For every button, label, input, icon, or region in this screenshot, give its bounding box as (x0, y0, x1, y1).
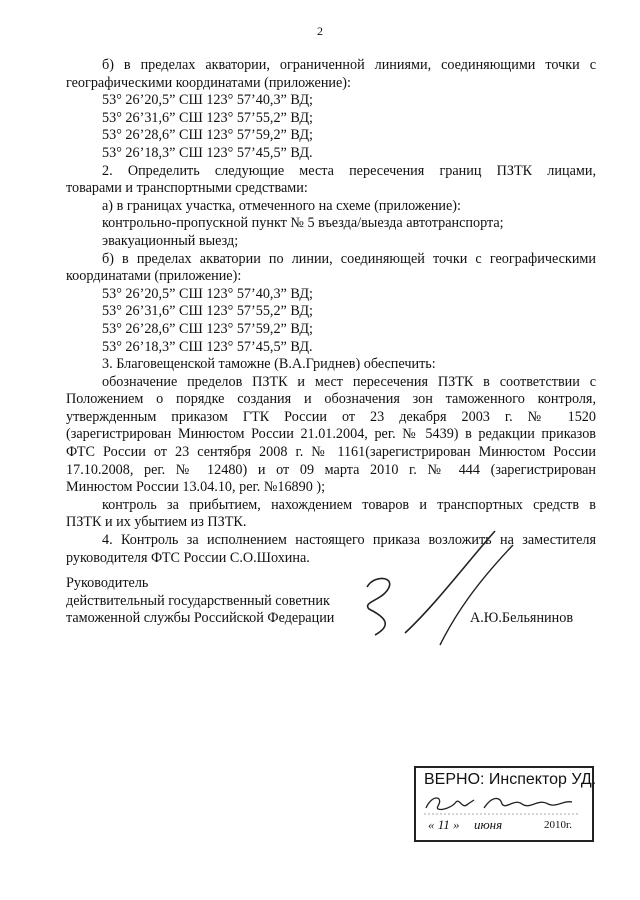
body-line: товарами и транспортными средствами: (66, 180, 308, 197)
stamp-title: ВЕРНО: Инспектор УД. (424, 771, 597, 788)
signer-name: А.Ю.Бельянинов (470, 610, 574, 626)
stamp-date-day: « 11 » (428, 817, 460, 832)
handwritten-signature (345, 525, 535, 655)
body-line: Минюстом России 13.04.10, рег. №16890 ); (66, 479, 326, 496)
body-line: ФТС России от 23 сентября 2008 г. № 1161(зарегистрирован Минюстом России (66, 444, 596, 461)
body-line: 53° 26’18,3” СШ 123° 57’45,5” ВД. (102, 338, 313, 355)
body-line: контроль за прибытием, нахождением товаров и транспортных средств в (102, 496, 596, 513)
body-line: 53° 26’31,6” СШ 123° 57’55,2” ВД; (102, 303, 313, 320)
stamp-date-month: июня (474, 817, 503, 832)
document-body (66, 57, 596, 567)
body-line: Положением о порядке создания и обозначения зон таможенного контроля, (66, 391, 596, 408)
body-line: 4. Контроль за исполнением настоящего приказа возложить на заместителя (102, 532, 596, 549)
body-line: географическими координатами (приложение): (66, 74, 351, 91)
signer-rank-line: действительный государственный советник (66, 592, 330, 609)
stamp-handwritten-signature (422, 790, 582, 816)
body-line: 17.10.2008, рег. № 12480) и от 09 марта 2010 г. № 444 (зарегистрирован (66, 461, 596, 478)
body-line: ПЗТК и их убытием из ПЗТК. (66, 514, 247, 531)
certification-stamp (414, 766, 597, 842)
body-line: 53° 26’28,6” СШ 123° 57’59,2” ВД; (102, 320, 313, 337)
body-line: б) в пределах акватории по линии, соединяющей точки с географическими (102, 250, 596, 267)
body-line: 53° 26’20,5” СШ 123° 57’40,3” ВД; (102, 285, 313, 302)
stamp-date-year: 2010г. (544, 819, 573, 831)
signer-service-line: таможенной службы Российской Федерации (66, 610, 335, 627)
body-line: утвержденным приказом ГТК России от 23 декабря 2003 г. № 1520 (66, 408, 596, 425)
body-line: 53° 26’18,3” СШ 123° 57’45,5” ВД. (102, 144, 313, 161)
body-line: 53° 26’31,6” СШ 123° 57’55,2” ВД; (102, 109, 313, 126)
body-line: эвакуационный выезд; (102, 232, 239, 249)
body-line: а) в границах участка, отмеченного на схеме (приложение): (102, 197, 461, 214)
body-line: координатами (приложение): (66, 268, 242, 285)
body-line: руководителя ФТС России С.О.Шохина. (66, 549, 310, 566)
body-line: 53° 26’20,5” СШ 123° 57’40,3” ВД; (102, 92, 313, 109)
body-line: 2. Определить следующие места пересечения границ ПЗТК лицами, (102, 162, 596, 179)
body-line: (зарегистрирован Минюстом России 21.01.2004, рег. № 5439) в редакции приказов (66, 426, 596, 443)
body-line: обозначение пределов ПЗТК и мест пересечения ПЗТК в соответствии с (102, 373, 596, 390)
body-line: контрольно-пропускной пункт № 5 въезда/выезда автотранспорта; (102, 215, 504, 232)
body-line: 53° 26’28,6” СШ 123° 57’59,2” ВД; (102, 127, 313, 144)
page-number: 2 (317, 24, 323, 38)
stamp-date (422, 815, 590, 837)
signer-position-line: Руководитель (66, 575, 149, 591)
body-line: 3. Благовещенской таможне (В.А.Гриднев) обеспечить: (102, 356, 436, 373)
body-line: б) в пределах акватории, ограниченной линиями, соединяющими точки с (102, 57, 596, 73)
